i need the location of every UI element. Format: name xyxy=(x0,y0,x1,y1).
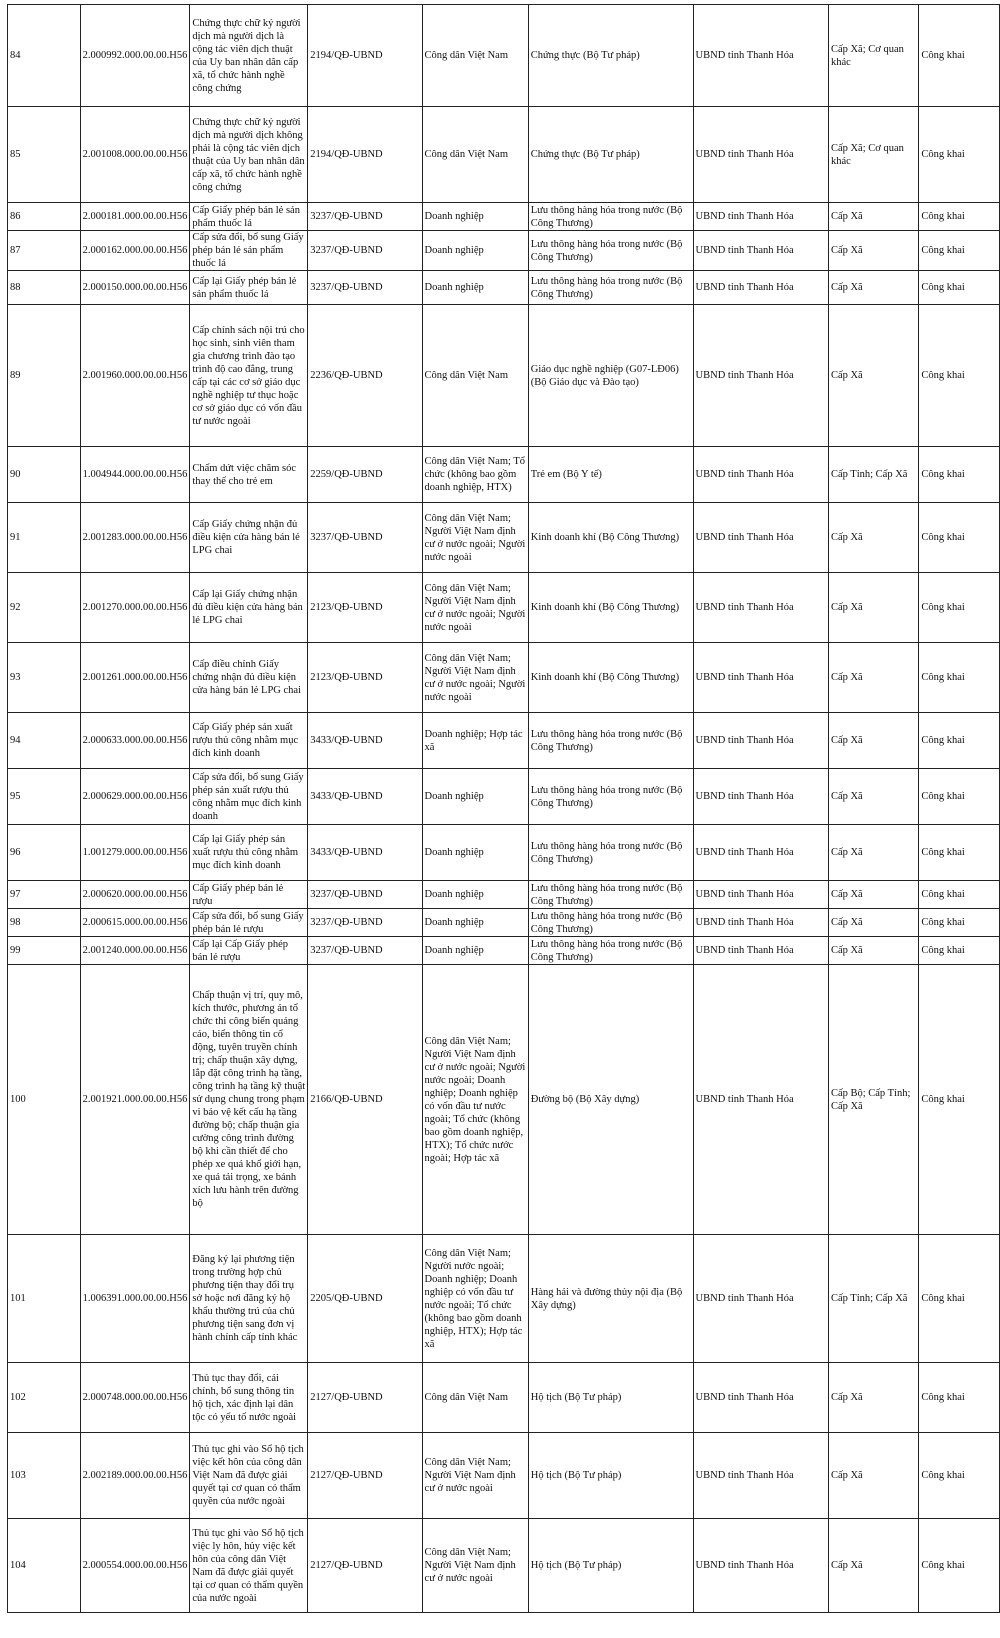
table-row xyxy=(8,881,1000,909)
agency-cell: UBND tỉnh Thanh Hóa xyxy=(693,271,828,305)
decision-number-cell: 2194/QĐ-UBND xyxy=(308,107,422,203)
table-row xyxy=(8,107,1000,203)
implementation-level-cell: Cấp Xã xyxy=(828,305,918,447)
decision-number-cell: 3237/QĐ-UBND xyxy=(308,231,422,271)
decision-number-cell: 2127/QĐ-UBND xyxy=(308,1433,422,1519)
procedure-name-cell: Cấp lại Cấp Giấy phép bán lẻ rượu xyxy=(190,937,308,965)
decision-number-cell: 3237/QĐ-UBND xyxy=(308,909,422,937)
procedure-name-cell: Đăng ký lại phương tiện trong trường hợp chủ phương tiện thay đổi trụ sở hoặc nơi đăng ký hộ khẩu thường trú của chủ phương tiện sang đơn vị hành chính cấp tỉnh khác xyxy=(190,1235,308,1363)
procedure-code-cell: 2.000181.000.00.00.H56 xyxy=(80,203,190,231)
publication-status-cell: Công khai xyxy=(919,713,1000,769)
decision-number-cell: 3433/QĐ-UBND xyxy=(308,825,422,881)
table-row xyxy=(8,447,1000,503)
procedure-code-cell: 2.000629.000.00.00.H56 xyxy=(80,769,190,825)
applicant-cell: Doanh nghiệp xyxy=(422,909,528,937)
publication-status-cell: Công khai xyxy=(919,1363,1000,1433)
stt-cell: 104 xyxy=(8,1519,81,1613)
applicant-cell: Công dân Việt Nam xyxy=(422,5,528,107)
field-cell: Đường bộ (Bộ Xây dựng) xyxy=(528,965,693,1235)
procedure-code-cell: 1.001279.000.00.00.H56 xyxy=(80,825,190,881)
applicant-cell: Công dân Việt Nam; Người Việt Nam định cư ở nước ngoài; Người nước ngoài; Doanh nghiệp; Doanh nghiệp có vốn đầu tư nước ngoài; Tổ chức (không bao gồm doanh nghiệp, HTX); Tổ chức nước ngoài; Hợp tác xã xyxy=(422,965,528,1235)
decision-number-cell: 3433/QĐ-UBND xyxy=(308,769,422,825)
procedure-name-cell: Cấp lại Giấy chứng nhận đủ điều kiện cửa hàng bán lẻ LPG chai xyxy=(190,573,308,643)
agency-cell: UBND tỉnh Thanh Hóa xyxy=(693,825,828,881)
stt-cell: 85 xyxy=(8,107,81,203)
agency-cell: UBND tỉnh Thanh Hóa xyxy=(693,305,828,447)
procedure-name-cell: Cấp lại Giấy phép bán lẻ sản phẩm thuốc lá xyxy=(190,271,308,305)
procedure-code-cell: 2.000992.000.00.00.H56 xyxy=(80,5,190,107)
procedure-name-cell: Thủ tục thay đổi, cải chính, bổ sung thông tin hộ tịch, xác định lại dân tộc có yếu tố nước ngoài xyxy=(190,1363,308,1433)
stt-cell: 92 xyxy=(8,573,81,643)
publication-status-cell: Công khai xyxy=(919,503,1000,573)
decision-number-cell: 3433/QĐ-UBND xyxy=(308,713,422,769)
decision-number-cell: 3237/QĐ-UBND xyxy=(308,271,422,305)
agency-cell: UBND tỉnh Thanh Hóa xyxy=(693,1519,828,1613)
table-row xyxy=(8,769,1000,825)
field-cell: Lưu thông hàng hóa trong nước (Bộ Công Thương) xyxy=(528,203,693,231)
implementation-level-cell: Cấp Xã xyxy=(828,825,918,881)
decision-number-cell: 3237/QĐ-UBND xyxy=(308,881,422,909)
stt-cell: 103 xyxy=(8,1433,81,1519)
procedure-name-cell: Cấp sửa đổi, bổ sung Giấy phép bán lẻ sản phẩm thuốc lá xyxy=(190,231,308,271)
publication-status-cell: Công khai xyxy=(919,937,1000,965)
decision-number-cell: 2236/QĐ-UBND xyxy=(308,305,422,447)
stt-cell: 94 xyxy=(8,713,81,769)
publication-status-cell: Công khai xyxy=(919,305,1000,447)
table-row xyxy=(8,643,1000,713)
procedure-name-cell: Chứng thực chữ ký người dịch mà người dịch không phải là cộng tác viên dịch thuật của Uy ban nhân dân cấp xã, tổ chức hành nghề công chứng xyxy=(190,107,308,203)
agency-cell: UBND tỉnh Thanh Hóa xyxy=(693,447,828,503)
implementation-level-cell: Cấp Xã xyxy=(828,1363,918,1433)
table-row xyxy=(8,713,1000,769)
stt-cell: 93 xyxy=(8,643,81,713)
implementation-level-cell: Cấp Xã xyxy=(828,271,918,305)
applicant-cell: Công dân Việt Nam xyxy=(422,1363,528,1433)
publication-status-cell: Công khai xyxy=(919,271,1000,305)
decision-number-cell: 2123/QĐ-UBND xyxy=(308,643,422,713)
applicant-cell: Doanh nghiệp xyxy=(422,271,528,305)
table-row xyxy=(8,503,1000,573)
field-cell: Lưu thông hàng hóa trong nước (Bộ Công Thương) xyxy=(528,881,693,909)
procedure-table xyxy=(7,4,1000,1613)
agency-cell: UBND tỉnh Thanh Hóa xyxy=(693,713,828,769)
decision-number-cell: 2127/QĐ-UBND xyxy=(308,1519,422,1613)
procedure-code-cell: 2.001283.000.00.00.H56 xyxy=(80,503,190,573)
field-cell: Lưu thông hàng hóa trong nước (Bộ Công Thương) xyxy=(528,825,693,881)
applicant-cell: Doanh nghiệp xyxy=(422,825,528,881)
table-row xyxy=(8,203,1000,231)
procedure-name-cell: Cấp điều chỉnh Giấy chứng nhận đủ điều kiện cửa hàng bán lẻ LPG chai xyxy=(190,643,308,713)
field-cell: Trẻ em (Bộ Y tế) xyxy=(528,447,693,503)
applicant-cell: Công dân Việt Nam; Người Việt Nam định cư ở nước ngoài xyxy=(422,1433,528,1519)
implementation-level-cell: Cấp Tỉnh; Cấp Xã xyxy=(828,447,918,503)
procedure-code-cell: 2.001270.000.00.00.H56 xyxy=(80,573,190,643)
table-row xyxy=(8,825,1000,881)
field-cell: Hộ tịch (Bộ Tư pháp) xyxy=(528,1363,693,1433)
publication-status-cell: Công khai xyxy=(919,769,1000,825)
stt-cell: 97 xyxy=(8,881,81,909)
stt-cell: 86 xyxy=(8,203,81,231)
agency-cell: UBND tỉnh Thanh Hóa xyxy=(693,573,828,643)
procedure-code-cell: 2.001008.000.00.00.H56 xyxy=(80,107,190,203)
procedure-code-cell: 2.000615.000.00.00.H56 xyxy=(80,909,190,937)
stt-cell: 89 xyxy=(8,305,81,447)
implementation-level-cell: Cấp Xã xyxy=(828,203,918,231)
table-row xyxy=(8,573,1000,643)
stt-cell: 96 xyxy=(8,825,81,881)
procedure-code-cell: 2.000150.000.00.00.H56 xyxy=(80,271,190,305)
page-bottom-edge xyxy=(0,1634,1000,1638)
applicant-cell: Doanh nghiệp; Hợp tác xã xyxy=(422,713,528,769)
agency-cell: UBND tỉnh Thanh Hóa xyxy=(693,881,828,909)
implementation-level-cell: Cấp Xã xyxy=(828,573,918,643)
implementation-level-cell: Cấp Xã xyxy=(828,231,918,271)
table-row xyxy=(8,937,1000,965)
publication-status-cell: Công khai xyxy=(919,203,1000,231)
publication-status-cell: Công khai xyxy=(919,231,1000,271)
stt-cell: 100 xyxy=(8,965,81,1235)
procedure-name-cell: Cấp Giấy chứng nhận đủ điều kiện cửa hàng bán lẻ LPG chai xyxy=(190,503,308,573)
table-row xyxy=(8,5,1000,107)
implementation-level-cell: Cấp Xã xyxy=(828,1519,918,1613)
table-row xyxy=(8,305,1000,447)
procedure-code-cell: 2.000748.000.00.00.H56 xyxy=(80,1363,190,1433)
implementation-level-cell: Cấp Xã xyxy=(828,909,918,937)
applicant-cell: Công dân Việt Nam; Người Việt Nam định cư ở nước ngoài; Người nước ngoài xyxy=(422,573,528,643)
publication-status-cell: Công khai xyxy=(919,965,1000,1235)
field-cell: Kinh doanh khí (Bộ Công Thương) xyxy=(528,573,693,643)
field-cell: Kinh doanh khí (Bộ Công Thương) xyxy=(528,503,693,573)
implementation-level-cell: Cấp Xã; Cơ quan khác xyxy=(828,5,918,107)
agency-cell: UBND tỉnh Thanh Hóa xyxy=(693,937,828,965)
publication-status-cell: Công khai xyxy=(919,643,1000,713)
decision-number-cell: 3237/QĐ-UBND xyxy=(308,937,422,965)
publication-status-cell: Công khai xyxy=(919,1519,1000,1613)
implementation-level-cell: Cấp Xã xyxy=(828,503,918,573)
agency-cell: UBND tỉnh Thanh Hóa xyxy=(693,909,828,937)
procedure-name-cell: Cấp lại Giấy phép sản xuất rượu thủ công nhằm mục đích kinh doanh xyxy=(190,825,308,881)
agency-cell: UBND tỉnh Thanh Hóa xyxy=(693,1433,828,1519)
procedure-name-cell: Chấp thuận vị trí, quy mô, kích thước, phương án tổ chức thi công biển quảng cáo, biển thông tin cổ động, tuyên truyền chính trị; chấp thuận xây dựng, lắp đặt công trình hạ tầng, công trình hạ tầng kỹ thuật sử dụng chung trong phạm vi bảo vệ kết cấu hạ tầng đường bộ; chấp thuận gia cường công trình đường bộ khi cần thiết để cho phép xe quá khổ giới hạn, xe quá tải trọng, xe bánh xích lưu hành trên đường bộ xyxy=(190,965,308,1235)
procedure-code-cell: 2.000554.000.00.00.H56 xyxy=(80,1519,190,1613)
decision-number-cell: 3237/QĐ-UBND xyxy=(308,503,422,573)
field-cell: Kinh doanh khí (Bộ Công Thương) xyxy=(528,643,693,713)
procedure-name-cell: Thủ tục ghi vào Sổ hộ tịch việc ly hôn, hủy việc kết hôn của công dân Việt Nam đã được giải quyết tại cơ quan có thẩm quyền của nước ngoài xyxy=(190,1519,308,1613)
stt-cell: 98 xyxy=(8,909,81,937)
applicant-cell: Công dân Việt Nam; Người Việt Nam định cư ở nước ngoài xyxy=(422,1519,528,1613)
publication-status-cell: Công khai xyxy=(919,881,1000,909)
procedure-code-cell: 2.000633.000.00.00.H56 xyxy=(80,713,190,769)
stt-cell: 101 xyxy=(8,1235,81,1363)
procedure-code-cell: 2.001261.000.00.00.H56 xyxy=(80,643,190,713)
stt-cell: 102 xyxy=(8,1363,81,1433)
table-row xyxy=(8,1363,1000,1433)
table-row xyxy=(8,1519,1000,1613)
procedure-name-cell: Cấp Giấy phép sản xuất rượu thủ công nhằm mục đích kinh doanh xyxy=(190,713,308,769)
procedure-code-cell: 2.002189.000.00.00.H56 xyxy=(80,1433,190,1519)
procedure-name-cell: Cấp sửa đổi, bổ sung Giấy phép sản xuất rượu thủ công nhằm mục đích kinh doanh xyxy=(190,769,308,825)
decision-number-cell: 2166/QĐ-UBND xyxy=(308,965,422,1235)
publication-status-cell: Công khai xyxy=(919,1433,1000,1519)
table-row xyxy=(8,271,1000,305)
field-cell: Chứng thực (Bộ Tư pháp) xyxy=(528,5,693,107)
publication-status-cell: Công khai xyxy=(919,5,1000,107)
agency-cell: UBND tỉnh Thanh Hóa xyxy=(693,5,828,107)
implementation-level-cell: Cấp Xã xyxy=(828,643,918,713)
agency-cell: UBND tỉnh Thanh Hóa xyxy=(693,1235,828,1363)
applicant-cell: Công dân Việt Nam; Người Việt Nam định cư ở nước ngoài; Người nước ngoài xyxy=(422,503,528,573)
applicant-cell: Công dân Việt Nam; Người nước ngoài; Doanh nghiệp; Doanh nghiệp có vốn đầu tư nước ngoài; Tổ chức (không bao gồm doanh nghiệp, HTX); Hợp tác xã xyxy=(422,1235,528,1363)
agency-cell: UBND tỉnh Thanh Hóa xyxy=(693,1363,828,1433)
stt-cell: 99 xyxy=(8,937,81,965)
applicant-cell: Doanh nghiệp xyxy=(422,231,528,271)
procedure-code-cell: 2.001960.000.00.00.H56 xyxy=(80,305,190,447)
applicant-cell: Doanh nghiệp xyxy=(422,769,528,825)
publication-status-cell: Công khai xyxy=(919,573,1000,643)
procedure-name-cell: Cấp chính sách nội trú cho học sinh, sinh viên tham gia chương trình đào tạo trình độ cao đẳng, trung cấp tại các cơ sở giáo dục nghề nghiệp tư thục hoặc cơ sở giáo dục có vốn đầu tư nước ngoài xyxy=(190,305,308,447)
stt-cell: 88 xyxy=(8,271,81,305)
stt-cell: 84 xyxy=(8,5,81,107)
procedure-code-cell: 2.001921.000.00.00.H56 xyxy=(80,965,190,1235)
table-row xyxy=(8,909,1000,937)
decision-number-cell: 3237/QĐ-UBND xyxy=(308,203,422,231)
procedure-code-cell: 1.006391.000.00.00.H56 xyxy=(80,1235,190,1363)
applicant-cell: Công dân Việt Nam; Tổ chức (không bao gồm doanh nghiệp, HTX) xyxy=(422,447,528,503)
procedure-name-cell: Cấp Giấy phép bán lẻ sản phẩm thuốc lá xyxy=(190,203,308,231)
field-cell: Lưu thông hàng hóa trong nước (Bộ Công Thương) xyxy=(528,937,693,965)
applicant-cell: Công dân Việt Nam xyxy=(422,107,528,203)
procedure-name-cell: Chứng thực chữ ký người dịch mà người dịch là cộng tác viên dịch thuật của Uy ban nhân dân cấp xã, tổ chức hành nghề công chứng xyxy=(190,5,308,107)
applicant-cell: Doanh nghiệp xyxy=(422,881,528,909)
decision-number-cell: 2127/QĐ-UBND xyxy=(308,1363,422,1433)
publication-status-cell: Công khai xyxy=(919,447,1000,503)
procedure-code-cell: 2.001240.000.00.00.H56 xyxy=(80,937,190,965)
procedure-name-cell: Cấp Giấy phép bán lẻ rượu xyxy=(190,881,308,909)
implementation-level-cell: Cấp Xã xyxy=(828,937,918,965)
procedure-code-cell: 2.000620.000.00.00.H56 xyxy=(80,881,190,909)
implementation-level-cell: Cấp Tỉnh; Cấp Xã xyxy=(828,1235,918,1363)
agency-cell: UBND tỉnh Thanh Hóa xyxy=(693,643,828,713)
table-row xyxy=(8,1433,1000,1519)
decision-number-cell: 2205/QĐ-UBND xyxy=(308,1235,422,1363)
publication-status-cell: Công khai xyxy=(919,825,1000,881)
implementation-level-cell: Cấp Xã xyxy=(828,713,918,769)
agency-cell: UBND tỉnh Thanh Hóa xyxy=(693,503,828,573)
agency-cell: UBND tỉnh Thanh Hóa xyxy=(693,203,828,231)
publication-status-cell: Công khai xyxy=(919,909,1000,937)
field-cell: Lưu thông hàng hóa trong nước (Bộ Công Thương) xyxy=(528,909,693,937)
agency-cell: UBND tỉnh Thanh Hóa xyxy=(693,107,828,203)
decision-number-cell: 2123/QĐ-UBND xyxy=(308,573,422,643)
procedure-name-cell: Chấm dứt việc chăm sóc thay thế cho trẻ em xyxy=(190,447,308,503)
procedure-code-cell: 2.000162.000.00.00.H56 xyxy=(80,231,190,271)
field-cell: Giáo dục nghề nghiệp (G07-LĐ06) (Bộ Giáo dục và Đào tạo) xyxy=(528,305,693,447)
procedure-name-cell: Cấp sửa đổi, bổ sung Giấy phép bán lẻ rượu xyxy=(190,909,308,937)
implementation-level-cell: Cấp Bộ; Cấp Tỉnh; Cấp Xã xyxy=(828,965,918,1235)
applicant-cell: Doanh nghiệp xyxy=(422,937,528,965)
decision-number-cell: 2259/QĐ-UBND xyxy=(308,447,422,503)
agency-cell: UBND tỉnh Thanh Hóa xyxy=(693,965,828,1235)
applicant-cell: Công dân Việt Nam xyxy=(422,305,528,447)
applicant-cell: Doanh nghiệp xyxy=(422,203,528,231)
decision-number-cell: 2194/QĐ-UBND xyxy=(308,5,422,107)
implementation-level-cell: Cấp Xã xyxy=(828,769,918,825)
procedure-code-cell: 1.004944.000.00.00.H56 xyxy=(80,447,190,503)
stt-cell: 95 xyxy=(8,769,81,825)
field-cell: Lưu thông hàng hóa trong nước (Bộ Công Thương) xyxy=(528,231,693,271)
stt-cell: 90 xyxy=(8,447,81,503)
field-cell: Hàng hải và đường thủy nội địa (Bộ Xây dựng) xyxy=(528,1235,693,1363)
field-cell: Hộ tịch (Bộ Tư pháp) xyxy=(528,1433,693,1519)
table-row xyxy=(8,1235,1000,1363)
field-cell: Lưu thông hàng hóa trong nước (Bộ Công Thương) xyxy=(528,769,693,825)
procedure-name-cell: Thủ tục ghi vào Sổ hộ tịch việc kết hôn của công dân Việt Nam đã được giải quyết tại cơ quan có thẩm quyền của nước ngoài xyxy=(190,1433,308,1519)
table-row xyxy=(8,965,1000,1235)
table-row xyxy=(8,231,1000,271)
field-cell: Lưu thông hàng hóa trong nước (Bộ Công Thương) xyxy=(528,713,693,769)
field-cell: Chứng thực (Bộ Tư pháp) xyxy=(528,107,693,203)
applicant-cell: Công dân Việt Nam; Người Việt Nam định cư ở nước ngoài; Người nước ngoài xyxy=(422,643,528,713)
field-cell: Lưu thông hàng hóa trong nước (Bộ Công Thương) xyxy=(528,271,693,305)
stt-cell: 87 xyxy=(8,231,81,271)
field-cell: Hộ tịch (Bộ Tư pháp) xyxy=(528,1519,693,1613)
implementation-level-cell: Cấp Xã xyxy=(828,881,918,909)
publication-status-cell: Công khai xyxy=(919,1235,1000,1363)
implementation-level-cell: Cấp Xã; Cơ quan khác xyxy=(828,107,918,203)
implementation-level-cell: Cấp Xã xyxy=(828,1433,918,1519)
publication-status-cell: Công khai xyxy=(919,107,1000,203)
stt-cell: 91 xyxy=(8,503,81,573)
agency-cell: UBND tỉnh Thanh Hóa xyxy=(693,769,828,825)
agency-cell: UBND tỉnh Thanh Hóa xyxy=(693,231,828,271)
